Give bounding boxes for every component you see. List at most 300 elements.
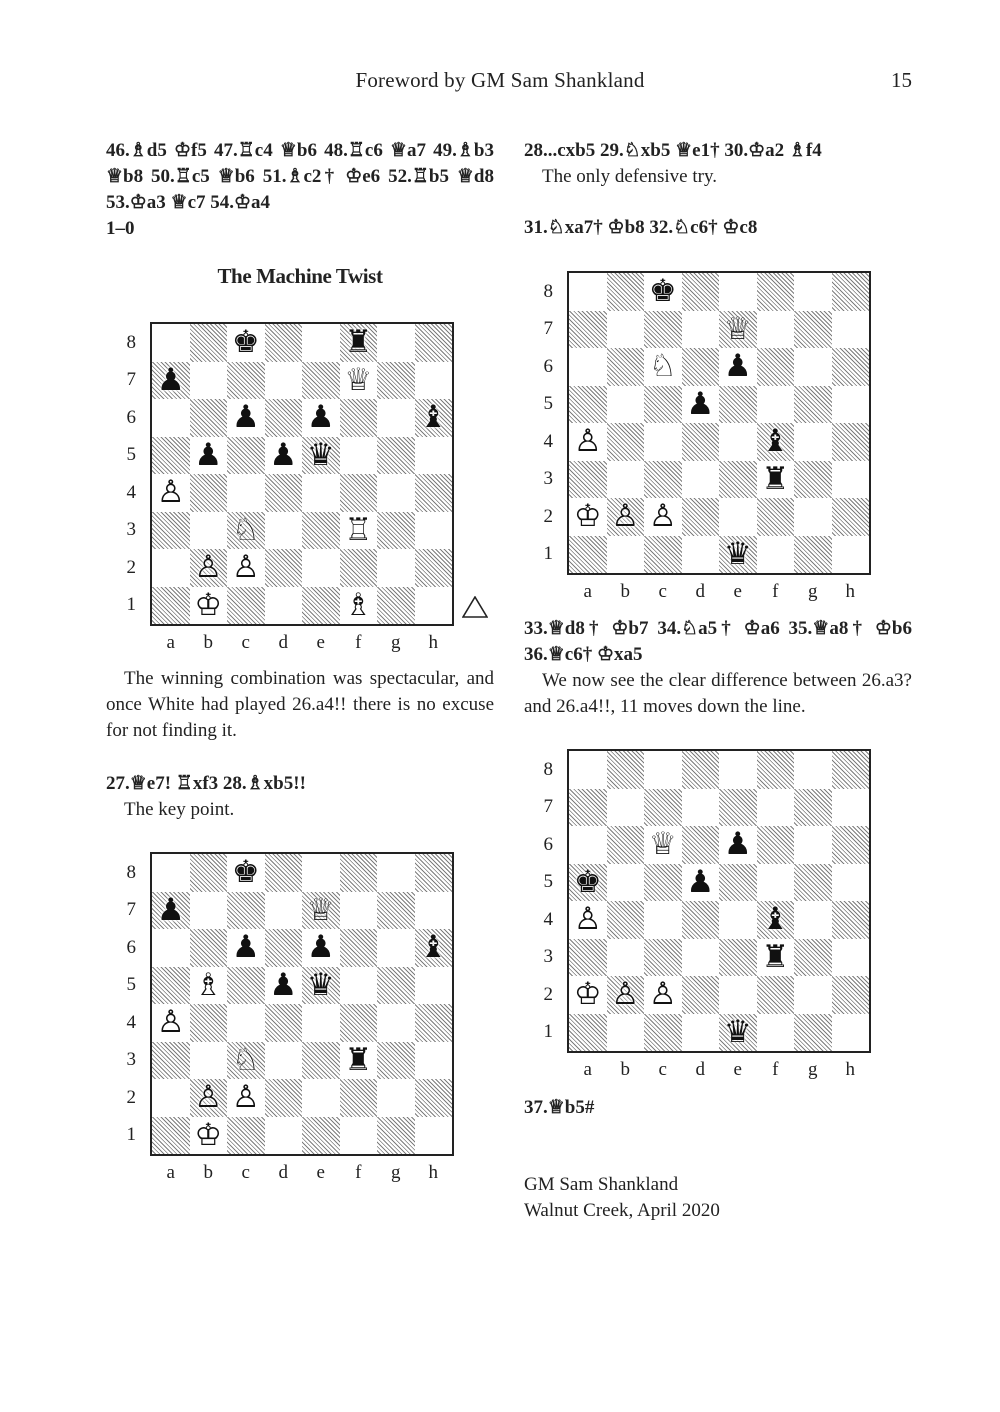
file-label: h <box>845 1059 855 1080</box>
file-label: d <box>278 632 288 653</box>
chess-board <box>567 749 871 1053</box>
white-queen-icon: ♕ <box>648 826 677 863</box>
square-c7 <box>644 311 682 349</box>
square-h8 <box>415 854 453 892</box>
square-a7 <box>569 789 607 827</box>
square-e1 <box>302 587 340 625</box>
white-bishop-icon: ♗ <box>194 966 223 1003</box>
square-e3 <box>719 461 757 499</box>
square-d4 <box>265 1004 303 1042</box>
square-h4 <box>832 423 870 461</box>
square-a8 <box>152 854 190 892</box>
square-g2 <box>794 976 832 1014</box>
page-number: 15 <box>891 68 912 92</box>
rank-label: 1 <box>126 1124 136 1146</box>
square-f5 <box>757 864 795 902</box>
white-pawn-icon: ♙ <box>156 1004 185 1041</box>
square-b1 <box>190 587 228 625</box>
square-b5 <box>190 967 228 1005</box>
square-g5 <box>794 386 832 424</box>
white-pawn-icon: ♙ <box>611 498 640 535</box>
square-g1 <box>377 587 415 625</box>
file-label: f <box>355 632 362 653</box>
square-f5 <box>757 386 795 424</box>
black-queen-icon: ♛ <box>723 535 752 572</box>
square-e8 <box>302 324 340 362</box>
square-d3 <box>265 1042 303 1080</box>
square-g3 <box>377 1042 415 1080</box>
square-h5 <box>415 437 453 475</box>
rank-label: 1 <box>543 1021 553 1043</box>
square-f3 <box>340 1042 378 1080</box>
square-c2 <box>644 976 682 1014</box>
square-b6 <box>607 826 645 864</box>
square-h6 <box>415 929 453 967</box>
square-d7 <box>265 892 303 930</box>
black-pawn-icon: ♟ <box>156 361 185 398</box>
square-b4 <box>190 1004 228 1042</box>
square-f8 <box>340 854 378 892</box>
square-b4 <box>607 901 645 939</box>
square-f2 <box>340 1079 378 1117</box>
rank-label: 1 <box>126 594 136 616</box>
file-label: f <box>355 1162 362 1183</box>
square-a3 <box>152 1042 190 1080</box>
square-c3 <box>644 461 682 499</box>
square-f4 <box>340 474 378 512</box>
square-d3 <box>682 939 720 977</box>
square-e3 <box>302 1042 340 1080</box>
square-d5 <box>265 967 303 1005</box>
square-g6 <box>794 348 832 386</box>
file-label: b <box>620 581 630 602</box>
rank-label: 3 <box>543 946 553 968</box>
square-g7 <box>794 789 832 827</box>
square-d6 <box>265 929 303 967</box>
file-label: e <box>733 1059 742 1080</box>
square-f6 <box>340 399 378 437</box>
rank-label: 8 <box>126 861 136 883</box>
square-g3 <box>794 461 832 499</box>
rank-labels <box>120 322 136 622</box>
square-d4 <box>682 901 720 939</box>
square-f5 <box>340 967 378 1005</box>
white-queen-icon: ♕ <box>306 891 335 928</box>
black-king-icon: ♚ <box>231 324 260 361</box>
square-h1 <box>832 1014 870 1052</box>
square-b8 <box>190 854 228 892</box>
rank-label: 3 <box>543 468 553 490</box>
square-h7 <box>415 362 453 400</box>
square-c7 <box>644 789 682 827</box>
rank-label: 7 <box>543 318 553 340</box>
square-e7 <box>719 311 757 349</box>
rank-label: 5 <box>126 444 136 466</box>
square-c3 <box>644 939 682 977</box>
square-a3 <box>569 939 607 977</box>
square-h3 <box>415 1042 453 1080</box>
square-h8 <box>415 324 453 362</box>
commentary-paragraph-left: The winning combination was spectacular, and once White had played 26.a4!! there is no excuse for not finding it. <box>106 668 494 741</box>
black-bishop-icon: ♝ <box>419 399 448 436</box>
white-queen-icon: ♕ <box>344 361 373 398</box>
square-g7 <box>377 892 415 930</box>
rank-labels <box>120 852 136 1152</box>
square-a5 <box>152 437 190 475</box>
file-label: f <box>772 1059 779 1080</box>
square-b7 <box>607 311 645 349</box>
black-pawn-icon: ♟ <box>686 863 715 900</box>
square-a8 <box>569 751 607 789</box>
square-f2 <box>757 976 795 1014</box>
file-label: e <box>316 632 325 653</box>
file-label: f <box>772 581 779 602</box>
file-label: a <box>166 1162 175 1183</box>
rank-label: 6 <box>543 833 553 855</box>
square-a4 <box>569 423 607 461</box>
file-label: d <box>695 1059 705 1080</box>
file-label: g <box>391 1162 401 1183</box>
move-text-left-2: 27.♕e7! ♖xf3 28.♗xb5!! <box>106 773 306 794</box>
square-g3 <box>794 939 832 977</box>
square-b5 <box>190 437 228 475</box>
square-a7 <box>569 311 607 349</box>
square-a6 <box>569 826 607 864</box>
square-a1 <box>569 536 607 574</box>
square-b5 <box>607 864 645 902</box>
white-knight-icon: ♘ <box>231 1041 260 1078</box>
square-e7 <box>719 789 757 827</box>
square-e7 <box>302 362 340 400</box>
rank-label: 4 <box>543 430 553 452</box>
black-pawn-icon: ♟ <box>723 348 752 385</box>
square-h2 <box>832 498 870 536</box>
square-d1 <box>265 1117 303 1155</box>
file-label: g <box>391 632 401 653</box>
white-pawn-icon: ♙ <box>231 1079 260 1116</box>
rank-label: 6 <box>126 936 136 958</box>
rank-label: 1 <box>543 543 553 565</box>
square-b4 <box>607 423 645 461</box>
square-d8 <box>265 324 303 362</box>
square-d1 <box>682 536 720 574</box>
black-queen-icon: ♛ <box>306 436 335 473</box>
move-text-right-1: 28...cxb5 29.♘xb5 ♕e1† 30.♔a2 ♗f4 <box>524 140 822 161</box>
square-c1 <box>644 536 682 574</box>
rank-label: 3 <box>126 519 136 541</box>
rank-label: 5 <box>543 871 553 893</box>
file-label: h <box>845 581 855 602</box>
black-pawn-icon: ♟ <box>269 436 298 473</box>
square-e6 <box>719 826 757 864</box>
square-h4 <box>832 901 870 939</box>
square-g1 <box>377 1117 415 1155</box>
square-b7 <box>190 892 228 930</box>
square-g5 <box>377 967 415 1005</box>
square-f2 <box>340 549 378 587</box>
square-f7 <box>340 362 378 400</box>
square-b8 <box>607 273 645 311</box>
square-h8 <box>832 273 870 311</box>
square-c4 <box>644 901 682 939</box>
square-a5 <box>152 967 190 1005</box>
square-a6 <box>152 399 190 437</box>
square-a8 <box>569 273 607 311</box>
square-d6 <box>682 826 720 864</box>
running-header-title: Foreword by GM Sam Shankland <box>355 68 645 92</box>
square-d2 <box>682 498 720 536</box>
file-label: c <box>658 1059 667 1080</box>
rank-label: 4 <box>543 908 553 930</box>
square-e2 <box>302 1079 340 1117</box>
rank-label: 7 <box>126 369 136 391</box>
square-h3 <box>832 461 870 499</box>
file-label: b <box>203 632 213 653</box>
square-b6 <box>190 399 228 437</box>
square-e7 <box>302 892 340 930</box>
diagram-title: The Machine Twist <box>217 264 383 288</box>
chess-board <box>150 322 454 626</box>
square-g8 <box>794 751 832 789</box>
square-f7 <box>340 892 378 930</box>
square-e6 <box>719 348 757 386</box>
square-c4 <box>644 423 682 461</box>
move-text-left-1: 46.♗d5 ♔f5 47.♖c4 ♕b6 48.♖c6 ♕a7 49.♗b3 ♕b8 50.♖c5 ♕b6 51.♗c2† ♔e6 52.♖b5 ♕d8 53.♔a3 ♕c7 54.♔a4 <box>106 140 494 213</box>
black-pawn-icon: ♟ <box>306 929 335 966</box>
square-d8 <box>682 751 720 789</box>
rank-label: 2 <box>126 1086 136 1108</box>
square-c6 <box>227 399 265 437</box>
square-d5 <box>265 437 303 475</box>
square-h4 <box>415 1004 453 1042</box>
file-labels <box>567 1059 867 1083</box>
square-c2 <box>644 498 682 536</box>
square-h2 <box>415 549 453 587</box>
square-b8 <box>607 751 645 789</box>
square-e1 <box>719 1014 757 1052</box>
white-knight-icon: ♘ <box>231 511 260 548</box>
square-a1 <box>152 587 190 625</box>
square-c8 <box>227 324 265 362</box>
black-rook-icon: ♜ <box>344 1041 373 1078</box>
square-b1 <box>607 536 645 574</box>
square-c4 <box>227 1004 265 1042</box>
game-result: 1–0 <box>106 218 135 239</box>
square-a6 <box>569 348 607 386</box>
white-pawn-icon: ♙ <box>194 549 223 586</box>
square-c7 <box>227 362 265 400</box>
black-bishop-icon: ♝ <box>419 929 448 966</box>
square-d4 <box>265 474 303 512</box>
square-h1 <box>415 1117 453 1155</box>
square-e4 <box>302 474 340 512</box>
square-g7 <box>794 311 832 349</box>
square-h5 <box>415 967 453 1005</box>
square-e4 <box>302 1004 340 1042</box>
square-h5 <box>832 386 870 424</box>
square-d3 <box>682 461 720 499</box>
square-e3 <box>302 512 340 550</box>
square-a6 <box>152 929 190 967</box>
square-c8 <box>644 273 682 311</box>
square-a2 <box>569 976 607 1014</box>
square-c3 <box>227 512 265 550</box>
rank-label: 6 <box>543 355 553 377</box>
square-f6 <box>340 929 378 967</box>
square-e3 <box>719 939 757 977</box>
square-a2 <box>569 498 607 536</box>
square-d8 <box>265 854 303 892</box>
file-label: a <box>583 581 592 602</box>
rank-label: 7 <box>543 796 553 818</box>
square-f4 <box>757 423 795 461</box>
square-h5 <box>832 864 870 902</box>
square-g4 <box>794 901 832 939</box>
signature-place: Walnut Creek, April 2020 <box>524 1200 720 1221</box>
square-e1 <box>302 1117 340 1155</box>
square-d6 <box>265 399 303 437</box>
square-a3 <box>569 461 607 499</box>
white-rook-icon: ♖ <box>344 511 373 548</box>
file-label: d <box>695 581 705 602</box>
black-rook-icon: ♜ <box>344 324 373 361</box>
square-b5 <box>607 386 645 424</box>
file-label: e <box>316 1162 325 1183</box>
square-c2 <box>227 1079 265 1117</box>
square-c6 <box>644 348 682 386</box>
black-pawn-icon: ♟ <box>231 399 260 436</box>
square-a5 <box>569 864 607 902</box>
white-knight-icon: ♘ <box>648 348 677 385</box>
square-f7 <box>757 311 795 349</box>
file-label: g <box>808 581 818 602</box>
white-pawn-icon: ♙ <box>194 1079 223 1116</box>
file-label: a <box>583 1059 592 1080</box>
square-e6 <box>302 399 340 437</box>
square-e8 <box>302 854 340 892</box>
square-d2 <box>265 549 303 587</box>
rank-label: 2 <box>126 556 136 578</box>
square-h3 <box>832 939 870 977</box>
file-labels <box>150 1162 450 1186</box>
white-to-move-triangle-icon <box>462 596 488 618</box>
square-b2 <box>190 1079 228 1117</box>
chess-board <box>567 271 871 575</box>
square-a1 <box>569 1014 607 1052</box>
square-c5 <box>644 864 682 902</box>
file-label: h <box>428 1162 438 1183</box>
rank-label: 4 <box>126 1011 136 1033</box>
square-e1 <box>719 536 757 574</box>
square-a3 <box>152 512 190 550</box>
square-g1 <box>794 1014 832 1052</box>
black-bishop-icon: ♝ <box>761 423 790 460</box>
square-f2 <box>757 498 795 536</box>
note-key-point: The key point. <box>124 799 235 820</box>
square-h7 <box>832 789 870 827</box>
square-g4 <box>794 423 832 461</box>
rank-label: 2 <box>543 505 553 527</box>
square-h6 <box>832 348 870 386</box>
square-b7 <box>607 789 645 827</box>
square-f1 <box>757 536 795 574</box>
file-label: d <box>278 1162 288 1183</box>
white-king-icon: ♔ <box>573 976 602 1013</box>
square-d5 <box>682 864 720 902</box>
rank-label: 6 <box>126 406 136 428</box>
black-queen-icon: ♛ <box>723 1013 752 1050</box>
rank-label: 8 <box>126 331 136 353</box>
square-h3 <box>415 512 453 550</box>
black-king-icon: ♚ <box>573 863 602 900</box>
white-pawn-icon: ♙ <box>573 423 602 460</box>
square-h1 <box>832 536 870 574</box>
square-g2 <box>377 1079 415 1117</box>
square-h6 <box>832 826 870 864</box>
rank-label: 8 <box>543 280 553 302</box>
move-text-right-3: 33.♕d8† ♔b7 34.♘a5† ♔a6 35.♕a8† ♔b6 36.♕c6† ♔xa5 <box>524 618 912 665</box>
square-c2 <box>227 549 265 587</box>
square-g6 <box>794 826 832 864</box>
white-queen-icon: ♕ <box>723 310 752 347</box>
square-f5 <box>340 437 378 475</box>
square-g2 <box>794 498 832 536</box>
square-e8 <box>719 751 757 789</box>
white-pawn-icon: ♙ <box>648 498 677 535</box>
rank-labels <box>537 271 553 571</box>
square-a7 <box>152 892 190 930</box>
file-label: h <box>428 632 438 653</box>
white-pawn-icon: ♙ <box>231 549 260 586</box>
rank-label: 7 <box>126 899 136 921</box>
square-f8 <box>757 751 795 789</box>
white-pawn-icon: ♙ <box>156 474 185 511</box>
square-b4 <box>190 474 228 512</box>
square-b2 <box>607 976 645 1014</box>
square-b6 <box>607 348 645 386</box>
rank-label: 2 <box>543 983 553 1005</box>
square-h2 <box>415 1079 453 1117</box>
square-d1 <box>682 1014 720 1052</box>
square-d2 <box>682 976 720 1014</box>
black-king-icon: ♚ <box>648 273 677 310</box>
signature-name: GM Sam Shankland <box>524 1174 679 1195</box>
black-pawn-icon: ♟ <box>194 436 223 473</box>
square-d6 <box>682 348 720 386</box>
rank-labels <box>537 749 553 1049</box>
square-b2 <box>190 549 228 587</box>
white-pawn-icon: ♙ <box>573 901 602 938</box>
square-d7 <box>682 789 720 827</box>
square-c6 <box>227 929 265 967</box>
square-g4 <box>377 1004 415 1042</box>
square-g5 <box>377 437 415 475</box>
square-h4 <box>415 474 453 512</box>
file-label: a <box>166 632 175 653</box>
square-d4 <box>682 423 720 461</box>
square-h7 <box>415 892 453 930</box>
square-d7 <box>265 362 303 400</box>
square-a4 <box>569 901 607 939</box>
square-b6 <box>190 929 228 967</box>
square-f6 <box>757 348 795 386</box>
square-g6 <box>377 399 415 437</box>
rank-label: 4 <box>126 481 136 503</box>
square-d1 <box>265 587 303 625</box>
black-pawn-icon: ♟ <box>269 966 298 1003</box>
square-a2 <box>152 1079 190 1117</box>
square-b3 <box>190 512 228 550</box>
